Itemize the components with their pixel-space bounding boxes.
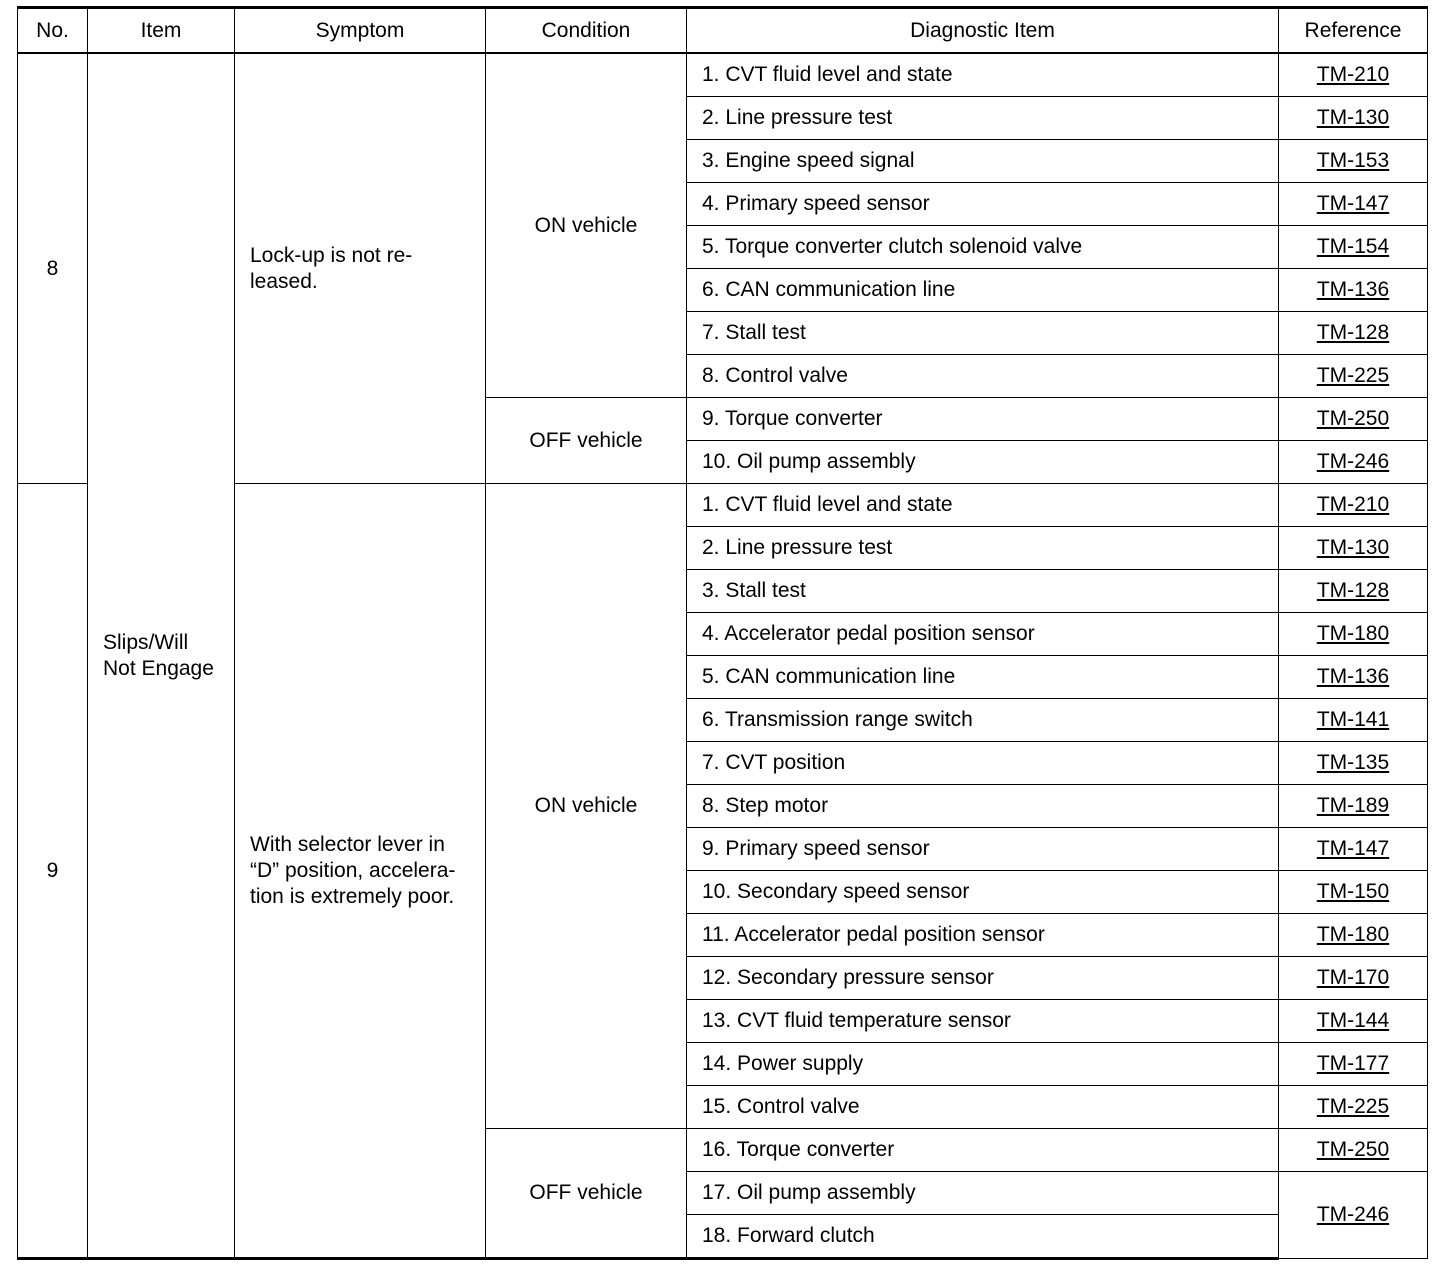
diagnostic-item-cell: 15. Control valve (687, 1086, 1279, 1129)
reference-link[interactable]: TM-225 (1316, 364, 1390, 387)
symptom-cell (235, 484, 486, 1259)
diagnostic-item-cell: 9. Torque converter (687, 398, 1279, 441)
item-label-line: Not Engage (103, 656, 214, 680)
diagnostic-item-cell: 2. Line pressure test (687, 527, 1279, 570)
diagnostic-item-cell: 10. Oil pump assembly (687, 441, 1279, 484)
reference-link[interactable]: TM-147 (1316, 192, 1390, 215)
diagnostic-item-cell: 3. Engine speed signal (687, 140, 1279, 183)
reference-link[interactable]: TM-170 (1316, 966, 1390, 989)
reference-link[interactable]: TM-250 (1316, 407, 1390, 430)
reference-cell (1279, 957, 1428, 1000)
symptom-line: tion is extremely poor. (250, 884, 455, 908)
reference-cell (1279, 140, 1428, 183)
condition-cell: ON vehicle (486, 53, 687, 398)
diagnostic-item-cell: 3. Stall test (687, 570, 1279, 613)
reference-link[interactable]: TM-147 (1316, 837, 1390, 860)
reference-link[interactable]: TM-210 (1316, 493, 1390, 516)
reference-link[interactable]: TM-246 (1316, 450, 1390, 473)
reference-link[interactable]: TM-246 (1316, 1203, 1390, 1226)
condition-cell: ON vehicle (486, 484, 687, 1129)
reference-cell (1279, 97, 1428, 140)
diagnostic-item-cell: 5. Torque converter clutch solenoid valve (687, 226, 1279, 269)
diagnostic-item-cell: 7. Stall test (687, 312, 1279, 355)
diagnostic-item-cell: 11. Accelerator pedal position sensor (687, 914, 1279, 957)
diagnostic-item-cell: 8. Step motor (687, 785, 1279, 828)
diagnostic-table (17, 6, 1428, 1260)
diagnostic-item-cell: 1. CVT fluid level and state (687, 53, 1279, 97)
diagnostic-item-cell: 6. Transmission range switch (687, 699, 1279, 742)
reference-cell (1279, 1172, 1428, 1259)
diagnostic-item-cell: 6. CAN communication line (687, 269, 1279, 312)
reference-cell (1279, 398, 1428, 441)
reference-link[interactable]: TM-141 (1316, 708, 1390, 731)
reference-cell (1279, 269, 1428, 312)
reference-link[interactable]: TM-153 (1316, 149, 1390, 172)
reference-cell (1279, 656, 1428, 699)
reference-link[interactable]: TM-210 (1316, 63, 1390, 86)
reference-cell (1279, 1043, 1428, 1086)
reference-link[interactable]: TM-180 (1316, 622, 1390, 645)
reference-cell (1279, 226, 1428, 269)
reference-cell (1279, 570, 1428, 613)
reference-cell (1279, 183, 1428, 226)
reference-cell (1279, 1129, 1428, 1172)
reference-link[interactable]: TM-154 (1316, 235, 1390, 258)
reference-cell (1279, 914, 1428, 957)
reference-cell (1279, 1086, 1428, 1129)
reference-cell (1279, 699, 1428, 742)
condition-cell: OFF vehicle (486, 1129, 687, 1259)
header-symptom: Symptom (235, 8, 486, 54)
symptom-cell (235, 53, 486, 484)
diagnostic-item-cell: 2. Line pressure test (687, 97, 1279, 140)
diagnostic-item-cell: 14. Power supply (687, 1043, 1279, 1086)
item-label-line: Slips/Will (103, 630, 189, 654)
header-reference: Reference (1279, 8, 1428, 54)
reference-cell (1279, 785, 1428, 828)
diagnostic-item-cell: 13. CVT fluid temperature sensor (687, 1000, 1279, 1043)
diagnostic-item-cell: 1. CVT fluid level and state (687, 484, 1279, 527)
reference-cell (1279, 53, 1428, 97)
reference-link[interactable]: TM-177 (1316, 1052, 1390, 1075)
diagnostic-item-cell: 12. Secondary pressure sensor (687, 957, 1279, 1000)
reference-cell (1279, 312, 1428, 355)
reference-link[interactable]: TM-136 (1316, 278, 1390, 301)
symptom-line: leased. (250, 269, 318, 293)
reference-link[interactable]: TM-135 (1316, 751, 1390, 774)
diagnostic-item-cell: 10. Secondary speed sensor (687, 871, 1279, 914)
reference-cell (1279, 828, 1428, 871)
reference-cell (1279, 1000, 1428, 1043)
reference-cell (1279, 742, 1428, 785)
symptom-line: “D” position, accelera- (250, 858, 456, 882)
reference-link[interactable]: TM-130 (1316, 106, 1390, 129)
condition-cell: OFF vehicle (486, 398, 687, 484)
reference-link[interactable]: TM-250 (1316, 1138, 1390, 1161)
diagnostic-item-cell: 17. Oil pump assembly (687, 1172, 1279, 1215)
header-diagnostic-item: Diagnostic Item (687, 8, 1279, 54)
reference-cell (1279, 355, 1428, 398)
symptom-line: Lock-up is not re- (250, 243, 413, 267)
reference-link[interactable]: TM-150 (1316, 880, 1390, 903)
reference-cell (1279, 484, 1428, 527)
table-body (18, 53, 1428, 1259)
diagnostic-item-cell: 9. Primary speed sensor (687, 828, 1279, 871)
diagnostic-item-cell: 4. Accelerator pedal position sensor (687, 613, 1279, 656)
row-number-cell: 8 (18, 53, 88, 484)
reference-link[interactable]: TM-189 (1316, 794, 1390, 817)
diagnostic-item-cell: 7. CVT position (687, 742, 1279, 785)
reference-cell (1279, 613, 1428, 656)
symptom-line: With selector lever in (250, 832, 445, 856)
reference-link[interactable]: TM-130 (1316, 536, 1390, 559)
row-number-cell: 9 (18, 484, 88, 1259)
reference-link[interactable]: TM-136 (1316, 665, 1390, 688)
header-item: Item (88, 8, 235, 54)
diagnostic-item-cell: 4. Primary speed sensor (687, 183, 1279, 226)
header-condition: Condition (486, 8, 687, 54)
table-row (18, 53, 1428, 97)
reference-cell (1279, 871, 1428, 914)
reference-link[interactable]: TM-180 (1316, 923, 1390, 946)
header-row (18, 8, 1428, 54)
reference-link[interactable]: TM-144 (1316, 1009, 1390, 1032)
reference-cell (1279, 441, 1428, 484)
diagnostic-item-cell: 8. Control valve (687, 355, 1279, 398)
header-no: No. (18, 8, 88, 54)
item-cell (88, 53, 235, 1259)
reference-link[interactable]: TM-128 (1316, 321, 1390, 344)
diagnostic-item-cell: 18. Forward clutch (687, 1215, 1279, 1259)
reference-link[interactable]: TM-225 (1316, 1095, 1390, 1118)
reference-cell (1279, 527, 1428, 570)
diagnostic-item-cell: 5. CAN communication line (687, 656, 1279, 699)
reference-link[interactable]: TM-128 (1316, 579, 1390, 602)
diagnostic-item-cell: 16. Torque converter (687, 1129, 1279, 1172)
